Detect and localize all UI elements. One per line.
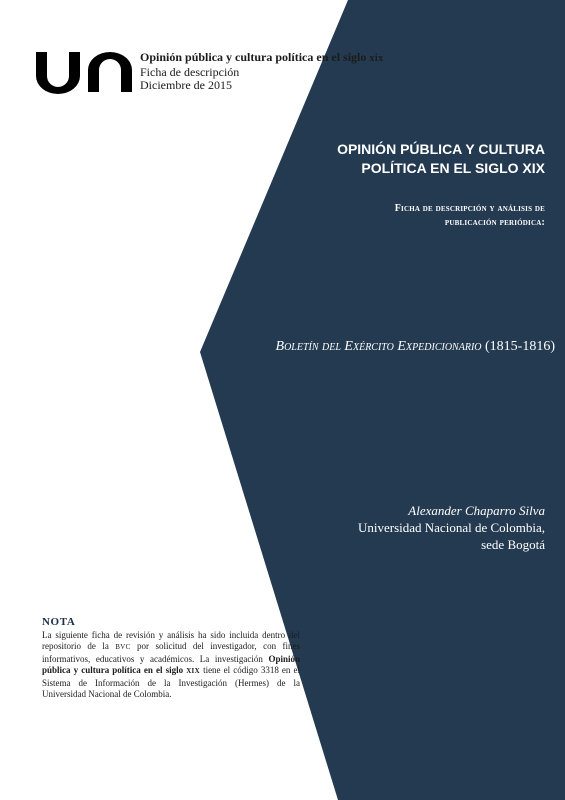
header-title (140, 50, 440, 66)
publication-years: (1815-1816) (485, 339, 555, 354)
header-title-text: Opinión pública y cultura política en el siglo (140, 50, 367, 64)
cover-subtitle-line2: publicación periódica: (444, 217, 545, 228)
cover-subtitle-line1: Ficha de descripción y análisis de (394, 203, 545, 214)
header-subtitle: Ficha de descripción (140, 65, 240, 79)
nota-heading: NOTA (42, 616, 76, 628)
nota-bvc: BVC (115, 643, 131, 651)
nota-section (42, 617, 300, 701)
publication-title (175, 338, 555, 356)
header-date: Diciembre de 2015 (140, 78, 232, 92)
nota-century: XIX (186, 667, 200, 675)
document-header (140, 50, 440, 92)
nota-text-1: La siguiente ficha de revisión y análisis ha sido incluida dentro del repositorio de la (42, 629, 300, 651)
header-title-century: xix (369, 53, 384, 64)
cover-title (285, 140, 545, 178)
un-logo-icon (36, 50, 132, 94)
nota-text-2: por solicitud del investigador, con fines informativos, educativos y académicos. La investigación (42, 641, 301, 664)
cover-subtitle (305, 202, 545, 230)
cover-title-line1: OPINIÓN PÚBLICA Y CULTURA (337, 141, 545, 157)
nota-body (42, 630, 300, 701)
nota-text-3: tiene el código 3318 en el Sistema de Información de la Investigación (Hermes) de la Universidad Nacional de Colombia. (42, 665, 301, 699)
author-affiliation-line2: sede Bogotá (481, 537, 545, 552)
author-name: Alexander Chaparro Silva (408, 503, 545, 518)
cover-title-line2: POLÍTICA EN EL SIGLO XIX (361, 160, 545, 176)
publication-name: Boletín del Exército Expedicionario (275, 339, 482, 354)
author-affiliation-line1: Universidad Nacional de Colombia, (357, 520, 545, 535)
author-block (285, 502, 545, 553)
nota-project-name: Opinión pública y cultura política en el siglo (42, 653, 301, 675)
